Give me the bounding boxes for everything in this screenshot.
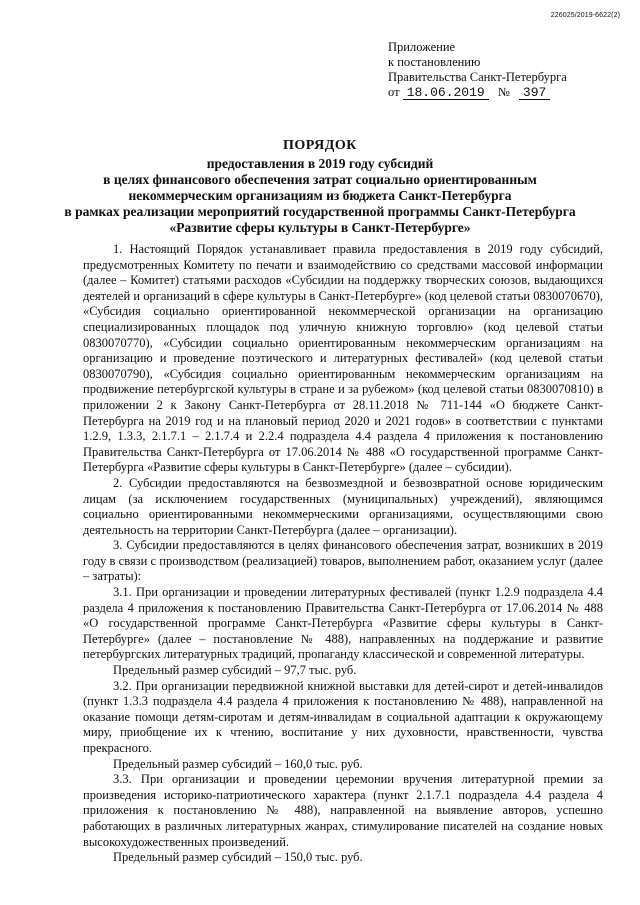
title-line-1: предоставления в 2019 году субсидий [206, 156, 434, 171]
title-line-2: в целях финансового обеспечения затрат социально ориентированным [103, 172, 537, 187]
paragraph-3-1: 3.1. При организации и проведении литературных фестивалей (пункт 1.2.9 подраздела 4.4 раздела 4 приложения к постановлению Правительства Санкт-Петербурга от 17.06.2014 № 488 «О государственной программе Санкт-Петербурга «Развитие сферы культуры в Санкт-Петербурге» (далее – постановление № 488), направленных на поддержание и развитие петербургских литературных традиций, пропаганду классической и современной литературы. [83, 585, 603, 662]
document-code: 226025/2019-6622(2) [550, 12, 620, 19]
annex-date-line [388, 85, 567, 100]
subsidy-limit-3-3: Предельный размер субсидий – 150,0 тыс. руб. [113, 850, 363, 865]
paragraph-3-3: 3.3. При организации и проведении церемонии вручения литературной премии за произведения историко-патриотического характера (пункт 2.1.7.1 подраздела 4.4 раздела 4 приложения к постановлению № 488), направленной на выявление авторов, успешно работающих в различных литературных жанрах, стимулирование писателей на создание новых высокохудожественных произведений. [83, 772, 603, 849]
title-line-5: «Развитие сферы культуры в Санкт-Петербурге» [169, 220, 471, 235]
title-line-3: некоммерческим организациям из бюджета Санкт-Петербурга [128, 188, 512, 203]
annex-line-1: Приложение [388, 40, 456, 54]
subsidy-limit-3-1: Предельный размер субсидий – 97,7 тыс. руб. [113, 663, 357, 678]
paragraph-3: 3. Субсидии предоставляются в целях финансового обеспечения затрат, возникших в 2019 году в связи с производством (реализацией) товаров, выполнением работ, оказанием услуг (далее – затраты): [83, 538, 603, 584]
resolution-date: 18.06.2019 [403, 87, 489, 100]
date-prefix: от [388, 85, 400, 99]
paragraph-2: 2. Субсидии предоставляются на безвозмездной и безвозвратной основе юридическим лицам (за исключением государственных (муниципальных) учреждений), являющимся социально ориентированными некоммерческими организациями, осуществляющими свою деятельность на территории Санкт-Петербурга (далее – организации). [83, 475, 603, 537]
paragraph-1: 1. Настоящий Порядок устанавливает правила предоставления в 2019 году субсидий, предусмотренных Комитету по печати и взаимодействию со средствами массовой информации (далее – Комитет) статьями расходов «Субсидии на поддержку творческих союзов, выдающихся деятелей и организаций в сфере культуры в Санкт-Петербурге» (код целевой статьи 0830070670), «Субсидия социально ориентированной некоммерческой организации на организацию специализированных площадок под уличную книжную торговлю» (код целевой статьи 0830070770), «Субсидии социально ориентированным некоммерческим организациям на организацию и проведение поэтического и литературных фестивалей» (код целевой статьи 0830070790), «Субсидия социально ориентированным некоммерческим организациям на продвижение петербургской культуры в стране и за рубежом» (код целевой статьи 0830070810) в приложении 2 к Закону Санкт-Петербурга от 28.11.2018 № 711-144 «О бюджете Санкт-Петербурга на 2019 год и на плановый период 2020 и 2021 годов» в соответствии с пунктами 1.2.9, 1.3.3, 2.1.7.1 – 2.1.7.4 и 2.2.4 подраздела 4.4 раздела 4 приложения к постановлению Правительства Санкт-Петербурга от 17.06.2014 № 488 «О государственной программе Санкт-Петербурга «Развитие сферы культуры в Санкт-Петербурге» (далее – субсидии). [83, 242, 603, 475]
title-line-4: в рамках реализации мероприятий государственной программы Санкт-Петербурга [64, 204, 576, 219]
annex-line-3: Правительства Санкт-Петербурга [388, 70, 567, 84]
title-main: ПОРЯДОК [283, 138, 357, 153]
annex-line-2: к постановлению [388, 55, 481, 69]
document-title [60, 138, 580, 236]
subsidy-limit-3-2: Предельный размер субсидий – 160,0 тыс. руб. [113, 756, 363, 771]
number-sign: № [497, 85, 510, 99]
annex-block [388, 40, 567, 100]
resolution-number: 397 [519, 87, 550, 100]
paragraph-3-2: 3.2. При организации передвижной книжной выставки для детей-сирот и детей-инвалидов (пункт 1.3.3 подраздела 4.4 раздела 4 приложения к постановлению № 488), направленной на оказание помощи детям-сиротам и детям-инвалидам в социальной адаптации к окружающему миру, приобщение их к чтению, воспитание у них духовности, нравственности, чувства прекрасного. [83, 678, 603, 755]
document-body [83, 242, 603, 866]
